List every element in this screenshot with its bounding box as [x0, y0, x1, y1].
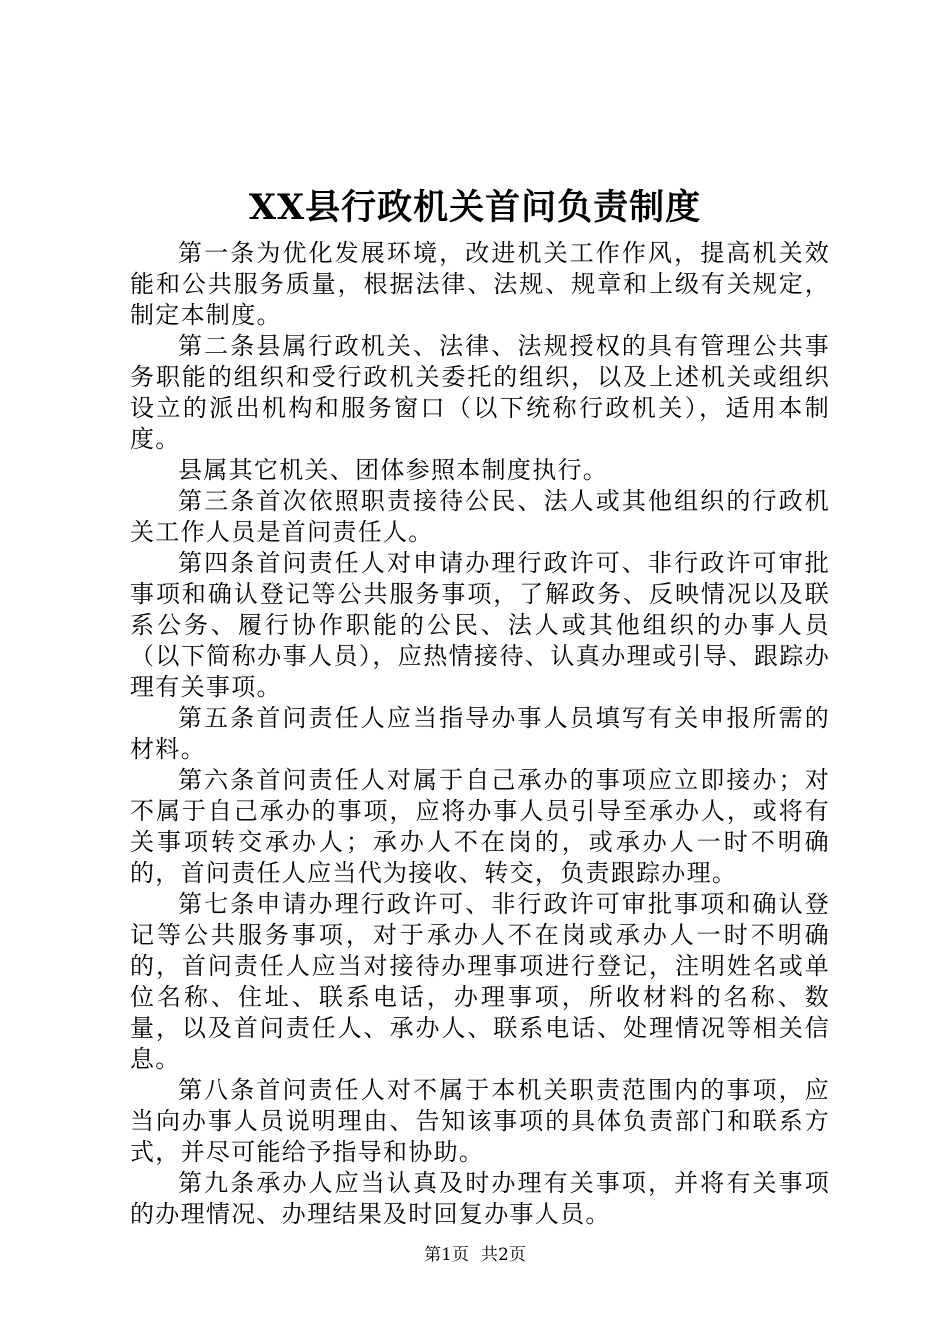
article-5-paragraph: 第五条首问责任人应当指导办事人员填写有关申报所需的材料。 [130, 704, 830, 763]
article-4-paragraph: 第四条首问责任人对申请办理行政许可、非行政许可审批事项和确认登记等公共服务事项，了解政务、反映情况以及联系公务、履行协作职能的公民、法人或其他组织的办事人员（以下简称办事人员），应热情接待、认真办理或引导、跟踪办理有关事项。 [130, 549, 830, 701]
article-1-paragraph: 第一条为优化发展环境，改进机关工作作风，提高机关效能和公共服务质量，根据法律、法规、规章和上级有关规定，制定本制度。 [130, 239, 830, 329]
article-6-paragraph: 第六条首问责任人对属于自己承办的事项应立即接办；对不属于自己承办的事项，应将办事人员引导至承办人，或将有关事项转交承办人；承办人不在岗的，或承办人一时不明确的，首问责任人应当代为接收、转交，负责跟踪办理。 [130, 766, 830, 887]
page-footer [0, 1243, 950, 1267]
article-2-supplement-paragraph: 县属其它机关、团体参照本制度执行。 [178, 456, 609, 484]
page-number-total: 共2页 [481, 1245, 526, 1265]
article-3-paragraph: 第三条首次依照职责接待公民、法人或其他组织的行政机关工作人员是首问责任人。 [130, 487, 830, 546]
page-number-current: 第1页 [424, 1245, 469, 1265]
article-8-paragraph: 第八条首问责任人对不属于本机关职责范围内的事项，应当向办事人员说明理由、告知该事项的具体负责部门和联系方式，并尽可能给予指导和协助。 [130, 1076, 830, 1166]
article-9-paragraph: 第九条承办人应当认真及时办理有关事项，并将有关事项的办理情况、办理结果及时回复办事人员。 [130, 1169, 830, 1228]
article-7-paragraph: 第七条申请办理行政许可、非行政许可审批事项和确认登记等公共服务事项，对于承办人不在岗或承办人一时不明确的，首问责任人应当对接待办理事项进行登记，注明姓名或单位名称、住址、联系电话，办理事项，所收材料的名称、数量，以及首问责任人、承办人、联系电话、处理情况等相关信息。 [130, 890, 830, 1073]
document-title: XX县行政机关首问负责制度 [248, 187, 702, 228]
article-2-paragraph: 第二条县属行政机关、法律、法规授权的具有管理公共事务职能的组织和受行政机关委托的组织，以及上述机关或组织设立的派出机构和服务窗口（以下统称行政机关），适用本制度。 [130, 332, 830, 453]
document-body [130, 238, 830, 1230]
